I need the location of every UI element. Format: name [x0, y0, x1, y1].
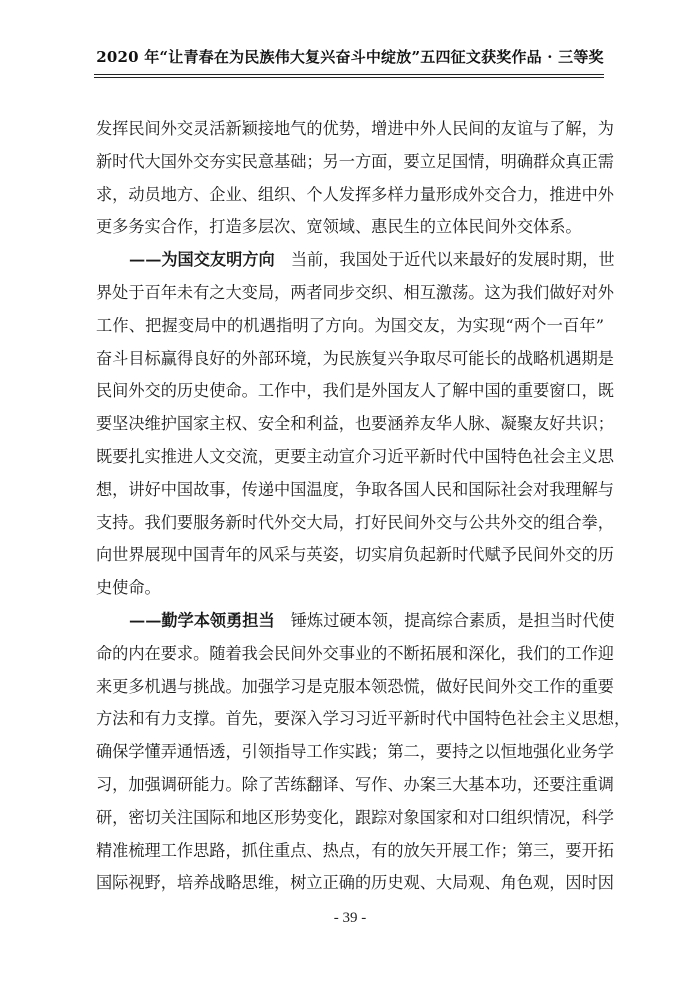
paragraph-line: 发挥民间外交灵活新颖接地气的优势，增进中外人民间的友谊与了解，为 [96, 119, 614, 138]
section-lead: ——为国交友明方向 [129, 250, 275, 270]
body-text [96, 113, 631, 900]
paragraph-line: 想，讲好中国故事，传递中国温度，争取各国人民和国际社会对我理解与 [96, 479, 614, 499]
paragraph-line: 新时代大国外交夯实民意基础；另一方面，要立足国情，明确群众真正需 [96, 151, 614, 171]
paragraph-line: 习，加强调研能力。除了苦练翻译、写作、办案三大基本功，还要注重调 [96, 774, 614, 794]
paragraph-line: 求，动员地方、企业、组织、个人发挥多样力量形成外交合力，推进中外 [96, 184, 614, 204]
paragraph-line: 界处于百年未有之大变局，两者同步交织、相互激荡。这为我们做好对外 [96, 282, 614, 302]
paragraph-text: 当前，我国处于近代以来最好的发展时期，世 [274, 250, 615, 270]
paragraph-line: 支持。我们要服务新时代外交大局，打好民间外交与公共外交的组合拳， [96, 512, 614, 532]
paragraph-line: 既要扎实推进人文交流，更要主动宣介习近平新时代中国特色社会主义思 [96, 446, 614, 466]
paragraph-line: 来更多机遇与挑战。加强学习是克服本领恐慌，做好民间外交工作的重要 [96, 676, 614, 696]
header-rule-thick [94, 77, 604, 78]
page-number: - 39 - [333, 910, 367, 926]
paragraph-first-line [96, 244, 615, 277]
paragraph-line: 更多务实合作，打造多层次、宽领域、惠民生的立体民间外交体系。 [96, 217, 582, 237]
paragraph-line: 史使命。 [96, 578, 161, 598]
paragraph-line: 向世界展现中国青年的风采与英姿，切实肩负起新时代赋予民间外交的历 [96, 545, 614, 565]
section-lead: ——勤学本领勇担当 [129, 610, 275, 630]
running-header: 2020 年“让青春在为民族伟大复兴奋斗中绽放”五四征文获奖作品 · 三等奖 [96, 48, 604, 66]
paragraph-line: 确保学懂弄通悟透，引领指导工作实践；第二，要持之以恒地强化业务学 [96, 742, 614, 762]
paragraph-text: 锤炼过硬本领，提高综合素质，是担当时代使 [274, 610, 615, 630]
paragraph-line: 方法和有力支撑。首先，要深入学习习近平新时代中国特色社会主义思想， [96, 709, 631, 729]
paragraph-line: 民间外交的历史使命。工作中，我们是外国友人了解中国的重要窗口，既 [96, 381, 614, 401]
paragraph-line: 奋斗目标赢得良好的外部环境，为民族复兴争取尽可能长的战略机遇期是 [96, 348, 614, 368]
paragraph-line: 国际视野，培养战略思维，树立正确的历史观、大局观、角色观，因时因 [96, 873, 614, 893]
paragraph-line: 工作、把握变局中的机遇指明了方向。为国交友，为实现“两个一百年” [96, 315, 604, 335]
paragraph-first-line [96, 605, 615, 638]
paragraph-line: 要坚决维护国家主权、安全和利益，也要涵养友华人脉、凝聚友好共识； [96, 414, 614, 434]
paragraph-line: 研，密切关注国际和地区形势变化，跟踪对象国家和对口组织情况，科学 [96, 807, 614, 827]
paragraph-line: 命的内在要求。随着我会民间外交事业的不断拓展和深化，我们的工作迎 [96, 643, 614, 663]
header-rule-thin [94, 74, 604, 75]
paragraph-line: 精准梳理工作思路，抓住重点、热点，有的放矢开展工作；第三，要开拓 [96, 840, 614, 860]
